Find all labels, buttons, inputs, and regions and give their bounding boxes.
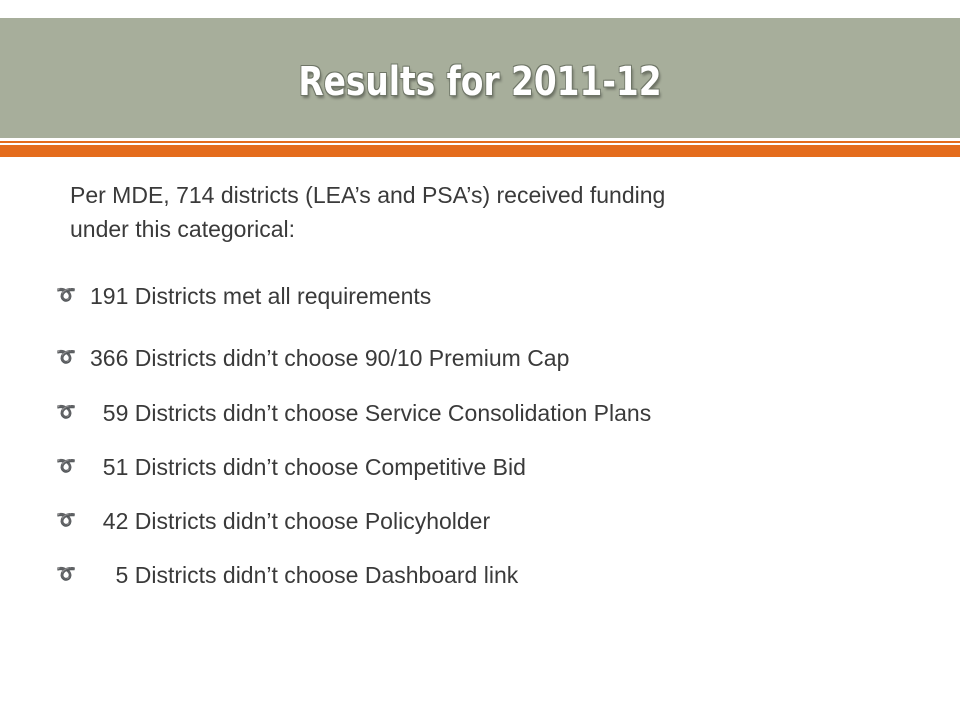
curly-loop-icon: ➰ <box>56 512 76 529</box>
list-item <box>56 279 936 313</box>
list-item <box>56 450 936 484</box>
curly-loop-icon: ➰ <box>56 566 76 583</box>
list-item-text: 191 Districts met all requirements <box>90 283 432 309</box>
curly-loop-icon: ➰ <box>56 458 76 475</box>
title-band <box>0 18 960 138</box>
curly-loop-icon: ➰ <box>56 404 76 421</box>
curly-loop-icon: ➰ <box>56 349 76 366</box>
list-item <box>56 341 936 375</box>
list-item-text: 59 Districts didn’t choose Service Consolidation Plans <box>90 400 652 426</box>
intro-line2: under this categorical: <box>70 216 296 242</box>
intro-prefix: Per MDE, <box>70 182 177 208</box>
list-item <box>56 504 936 538</box>
intro-suffix: districts (LEA’s and PSA’s) received funding <box>214 182 666 208</box>
list-item-text: 366 Districts didn’t choose 90/10 Premium Cap <box>90 345 570 371</box>
curly-loop-icon: ➰ <box>56 287 76 304</box>
list-item <box>56 396 936 430</box>
slide-title: Results for 2011-12 <box>298 59 662 105</box>
list-item-text: 5 Districts didn’t choose Dashboard link <box>90 562 519 588</box>
intro-count: 714 <box>176 182 215 208</box>
accent-rule-thin <box>0 141 960 143</box>
list-item <box>56 558 936 592</box>
intro-paragraph <box>70 178 910 246</box>
list-item-text: 42 Districts didn’t choose Policyholder <box>90 508 491 534</box>
list-item-text: 51 Districts didn’t choose Competitive Bid <box>90 454 526 480</box>
accent-rule-thick <box>0 145 960 157</box>
